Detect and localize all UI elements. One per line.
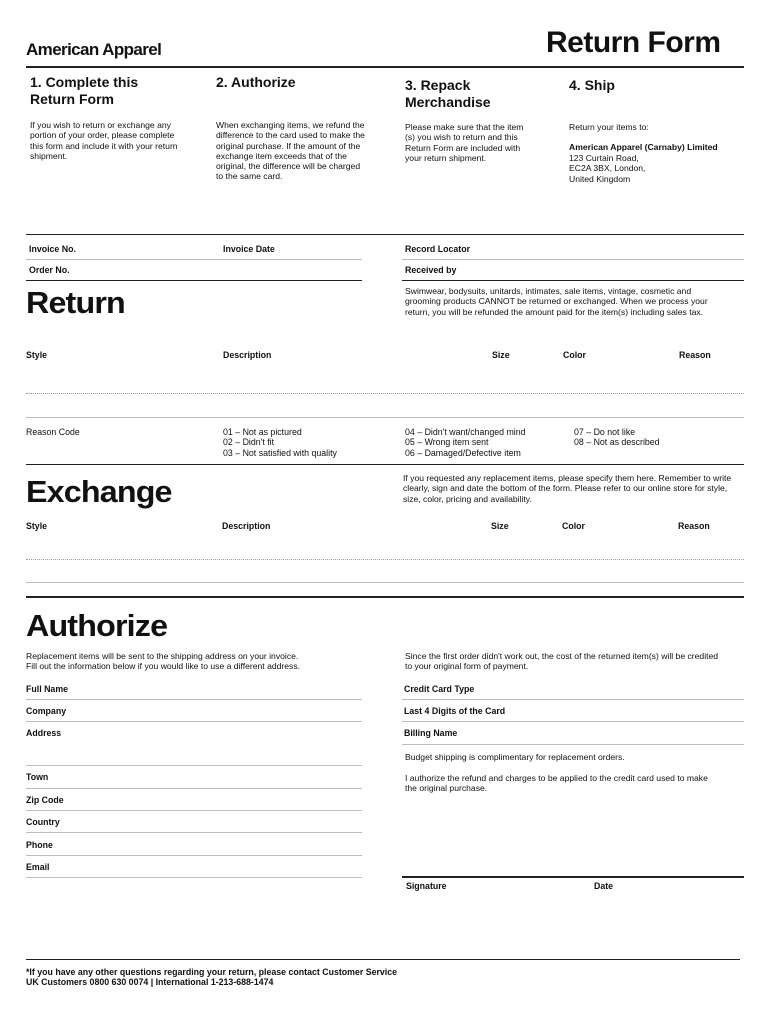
phone-field[interactable]: Phone <box>26 840 53 850</box>
return-note: Swimwear, bodysuits, unitards, intimates, sale items, vintage, cosmetic and grooming products CANNOT be returned or exchanged. When we process your return, you will be refunded the amount paid for the item(s) including sales tax. <box>405 286 708 317</box>
card-last4-field[interactable]: Last 4 Digits of the Card <box>404 706 506 716</box>
billing-name-field[interactable]: Billing Name <box>404 728 458 738</box>
exchange-col-style: Style <box>26 521 48 531</box>
return-address-name: American Apparel (Carnaby) Limited <box>569 142 718 152</box>
return-col-style: Style <box>26 350 48 360</box>
invoice-no-field[interactable]: Invoice No. <box>29 244 76 254</box>
reason-codes-col-1: 01 – Not as pictured 02 – Didn't fit 03 – Not satisfied with quality <box>223 427 337 458</box>
phone-line <box>26 855 362 856</box>
return-row-line-1[interactable] <box>26 393 744 394</box>
exchange-col-description: Description <box>222 521 271 531</box>
order-no-field[interactable]: Order No. <box>29 265 70 275</box>
received-line <box>402 280 744 281</box>
page-title: Return Form <box>546 26 721 59</box>
return-row-line-2[interactable] <box>26 417 744 418</box>
header-divider <box>26 66 744 68</box>
town-field[interactable]: Town <box>26 772 49 782</box>
country-field[interactable]: Country <box>26 817 60 827</box>
step-2-body: When exchanging items, we refund the difference to the card used to make the original purchase. If the amount of the exchange item exceeds that of the original, the difference will be charged to the same card. <box>216 120 365 182</box>
brand-logo: American Apparel <box>26 40 162 59</box>
email-line <box>26 877 362 878</box>
reason-codes-col-2: 04 – Didn't want/changed mind 05 – Wrong item sent 06 – Damaged/Defective item <box>405 427 526 458</box>
authorize-left-intro: Replacement items will be sent to the shipping address on your invoice. Fill out the information below if you would like to use a different address. <box>26 651 301 672</box>
footer-contact <box>26 967 397 988</box>
signature-label: Signature <box>406 881 447 891</box>
return-col-color: Color <box>563 350 586 360</box>
budget-shipping-note: Budget shipping is complimentary for replacement orders. <box>405 752 625 762</box>
exchange-col-color: Color <box>562 521 585 531</box>
return-col-description: Description <box>223 350 272 360</box>
authorize-consent-note: I authorize the refund and charges to be applied to the credit card used to make the original purchase. <box>405 773 708 794</box>
date-label: Date <box>594 881 614 891</box>
billing-name-line <box>402 744 744 745</box>
authorize-right-intro: Since the first order didn't work out, the cost of the returned item(s) will be credited to your original form of payment. <box>405 651 719 672</box>
full-name-field[interactable]: Full Name <box>26 684 69 694</box>
exchange-row-line-1[interactable] <box>26 559 744 560</box>
return-col-size: Size <box>492 350 510 360</box>
order-line <box>26 280 362 281</box>
step-1-title: 1. Complete this Return Form <box>30 74 139 107</box>
address-line <box>26 765 362 766</box>
step-4-title: 4. Ship <box>569 77 615 93</box>
invoice-date-field[interactable]: Invoice Date <box>223 244 275 254</box>
return-col-reason: Reason <box>679 350 711 360</box>
return-heading: Return <box>26 285 125 320</box>
received-by-field[interactable]: Received by <box>405 265 457 275</box>
step-1-body: If you wish to return or exchange any portion of your order, please complete this form and include it with your return shipment. <box>30 120 178 161</box>
credit-card-type-field[interactable]: Credit Card Type <box>404 684 475 694</box>
full-name-line <box>26 699 362 700</box>
town-line <box>26 788 362 789</box>
reason-bottom-divider <box>26 464 744 465</box>
footer-line-2: UK Customers 0800 630 0074 | International 1-213-688-1474 <box>26 977 274 988</box>
email-field[interactable]: Email <box>26 862 50 872</box>
record-line <box>402 259 744 260</box>
signature-line[interactable] <box>402 876 744 878</box>
reason-codes-col-3: 07 – Do not like 08 – Not as described <box>574 427 660 448</box>
record-locator-field[interactable]: Record Locator <box>405 244 471 254</box>
footer-line-1: *If you have any other questions regarding your return, please contact Customer Service <box>26 967 398 977</box>
exchange-heading: Exchange <box>26 474 172 509</box>
credit-card-type-line <box>402 699 744 700</box>
step-3-body: Please make sure that the item (s) you wish to return and this Return Form are included with your return shipment. <box>405 122 524 163</box>
footer-divider <box>26 959 740 960</box>
order-top-divider <box>26 234 744 235</box>
authorize-heading: Authorize <box>26 608 168 643</box>
invoice-line <box>26 259 362 260</box>
reason-code-label: Reason Code <box>26 427 80 437</box>
card-last4-line <box>402 721 744 722</box>
company-field[interactable]: Company <box>26 706 67 716</box>
country-line <box>26 832 362 833</box>
exchange-row-line-2[interactable] <box>26 582 744 583</box>
exchange-note: If you requested any replacement items, please specify them here. Remember to write clearly, sign and date the bottom of the form. Please refer to our online store for style, size, color, pricing and availability. <box>403 473 732 504</box>
exchange-col-size: Size <box>491 521 509 531</box>
company-line <box>26 721 362 722</box>
address-field[interactable]: Address <box>26 728 62 738</box>
return-address: 123 Curtain Road, EC2A 3BX, London, United Kingdom <box>569 153 646 184</box>
authorize-top-divider <box>26 596 744 598</box>
step-3-title: 3. Repack Merchandise <box>405 77 491 110</box>
zip-code-line <box>26 810 362 811</box>
step-2-title: 2. Authorize <box>216 74 296 90</box>
exchange-col-reason: Reason <box>678 521 710 531</box>
zip-code-field[interactable]: Zip Code <box>26 795 64 805</box>
step-4-body: Return your items to: <box>569 122 649 132</box>
